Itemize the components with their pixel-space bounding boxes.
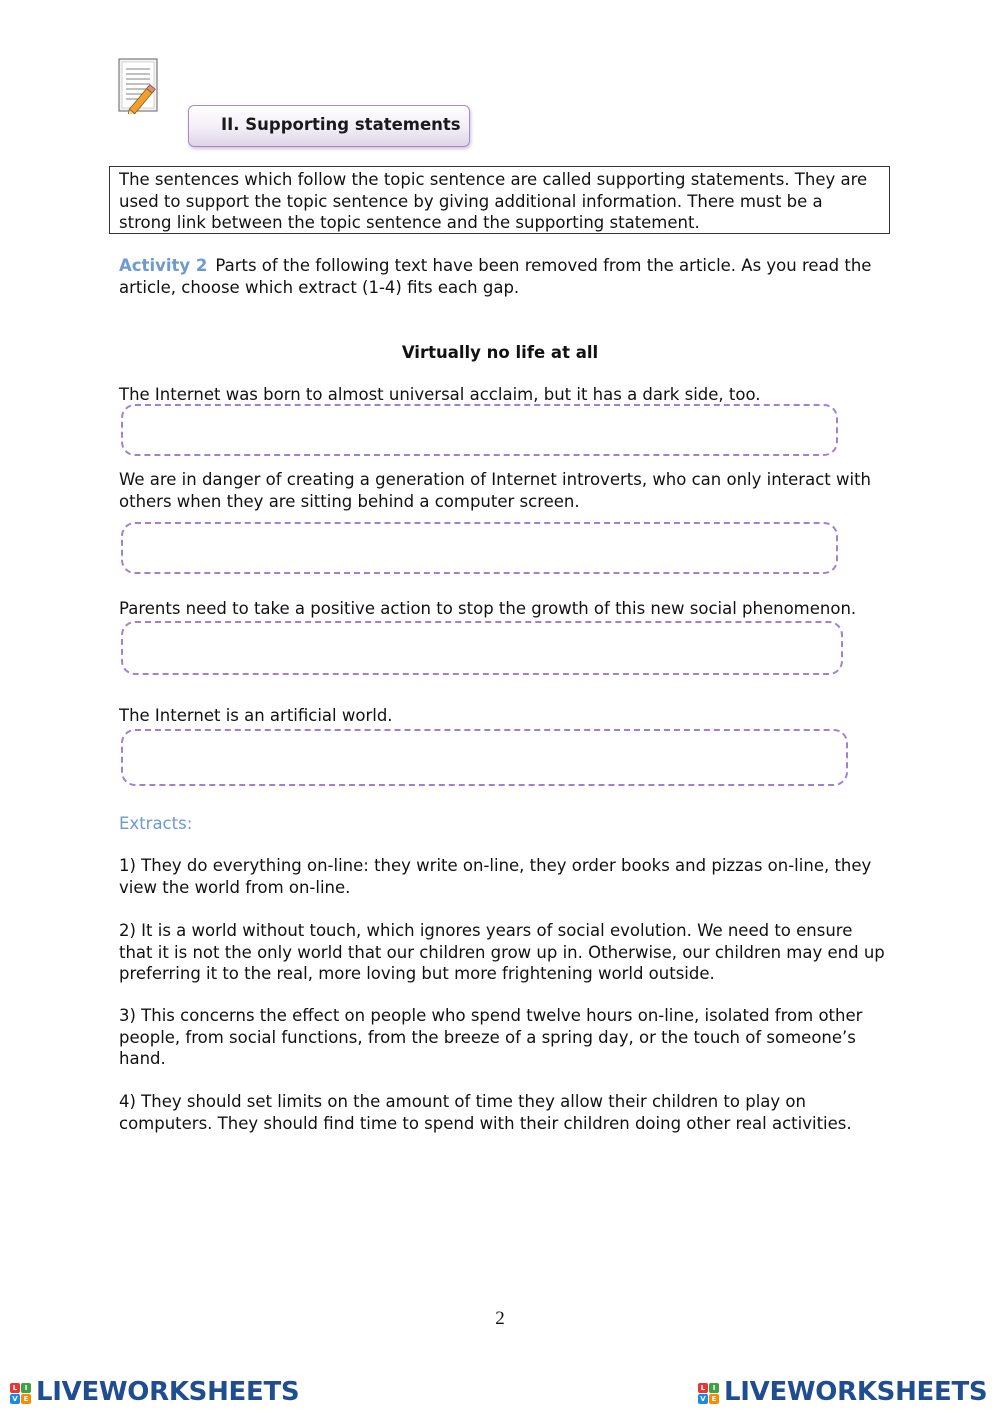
- article-paragraph: We are in danger of creating a generation of Internet introverts, who can only interact with others when they are sitting behind a computer screen.: [119, 470, 871, 511]
- brand-logo-left[interactable]: [10, 1377, 300, 1410]
- extract-item-1[interactable]: 1) They do everything on-line: they write on-line, they order books and pizzas on-line, they view the world from on-line.: [119, 856, 872, 897]
- activity-instruction: [119, 255, 879, 298]
- logo-letter: V: [10, 1394, 20, 1404]
- section-title-tab: [188, 105, 470, 147]
- extract-item-2[interactable]: 2) It is a world without touch, which ignores years of social evolution. We need to ensure that it is not the only world that our children grow up in. Otherwise, our children may end up preferring it to the real, more loving but more frightening world outside.: [119, 921, 885, 983]
- extract-item-3[interactable]: 3) This concerns the effect on people who spend twelve hours on-line, isolated from other people, from social functions, from the breeze of a spring day, or the touch of someone’s hand.: [119, 1006, 863, 1068]
- logo-letter: I: [709, 1383, 719, 1393]
- logo-letter: E: [709, 1394, 719, 1404]
- article-paragraph: The Internet is an artificial world.: [119, 706, 393, 725]
- extracts-heading: Extracts:: [119, 814, 193, 833]
- page-number: 2: [495, 1308, 505, 1329]
- gap-drop-box-4[interactable]: [121, 729, 848, 786]
- extract-item-4[interactable]: 4) They should set limits on the amount of time they allow their children to play on computers. They should find time to spend with their children doing other real activities.: [119, 1092, 852, 1133]
- gap-drop-box-1[interactable]: [121, 404, 838, 456]
- gap-drop-box-3[interactable]: [121, 621, 843, 675]
- article-paragraph: Parents need to take a positive action to stop the growth of this new social phenomenon.: [119, 599, 857, 618]
- activity-text: Parts of the following text have been removed from the article. As you read the article, choose which extract (1-4) fits each gap.: [119, 256, 872, 297]
- brand-wordmark-left: LIVEWORKSHEETS: [36, 1377, 300, 1407]
- logo-letter: E: [21, 1394, 31, 1404]
- logo-letter: I: [21, 1383, 31, 1393]
- brand-wordmark-right: LIVEWORKSHEETS: [724, 1377, 988, 1407]
- liveworksheets-logo-icon: [10, 1383, 32, 1405]
- activity-label: Activity 2: [119, 256, 208, 275]
- logo-letter: V: [698, 1394, 708, 1404]
- definition-text: The sentences which follow the topic sentence are called supporting statements. They are used to support the topic sentence by giving additional information. There must be a strong link between the topic sentence and the supporting statement.: [119, 170, 868, 232]
- gap-drop-box-2[interactable]: [121, 522, 838, 574]
- article-title: Virtually no life at all: [401, 343, 599, 362]
- definition-box: [109, 166, 890, 234]
- document-pencil-icon: [118, 58, 162, 114]
- logo-letter: L: [698, 1383, 708, 1393]
- brand-logo-right[interactable]: [698, 1377, 994, 1410]
- section-title: II. Supporting statements: [221, 115, 461, 134]
- article-paragraph: The Internet was born to almost universal acclaim, but it has a dark side, too.: [119, 385, 761, 404]
- logo-letter: L: [10, 1383, 20, 1393]
- liveworksheets-logo-icon: [698, 1383, 720, 1405]
